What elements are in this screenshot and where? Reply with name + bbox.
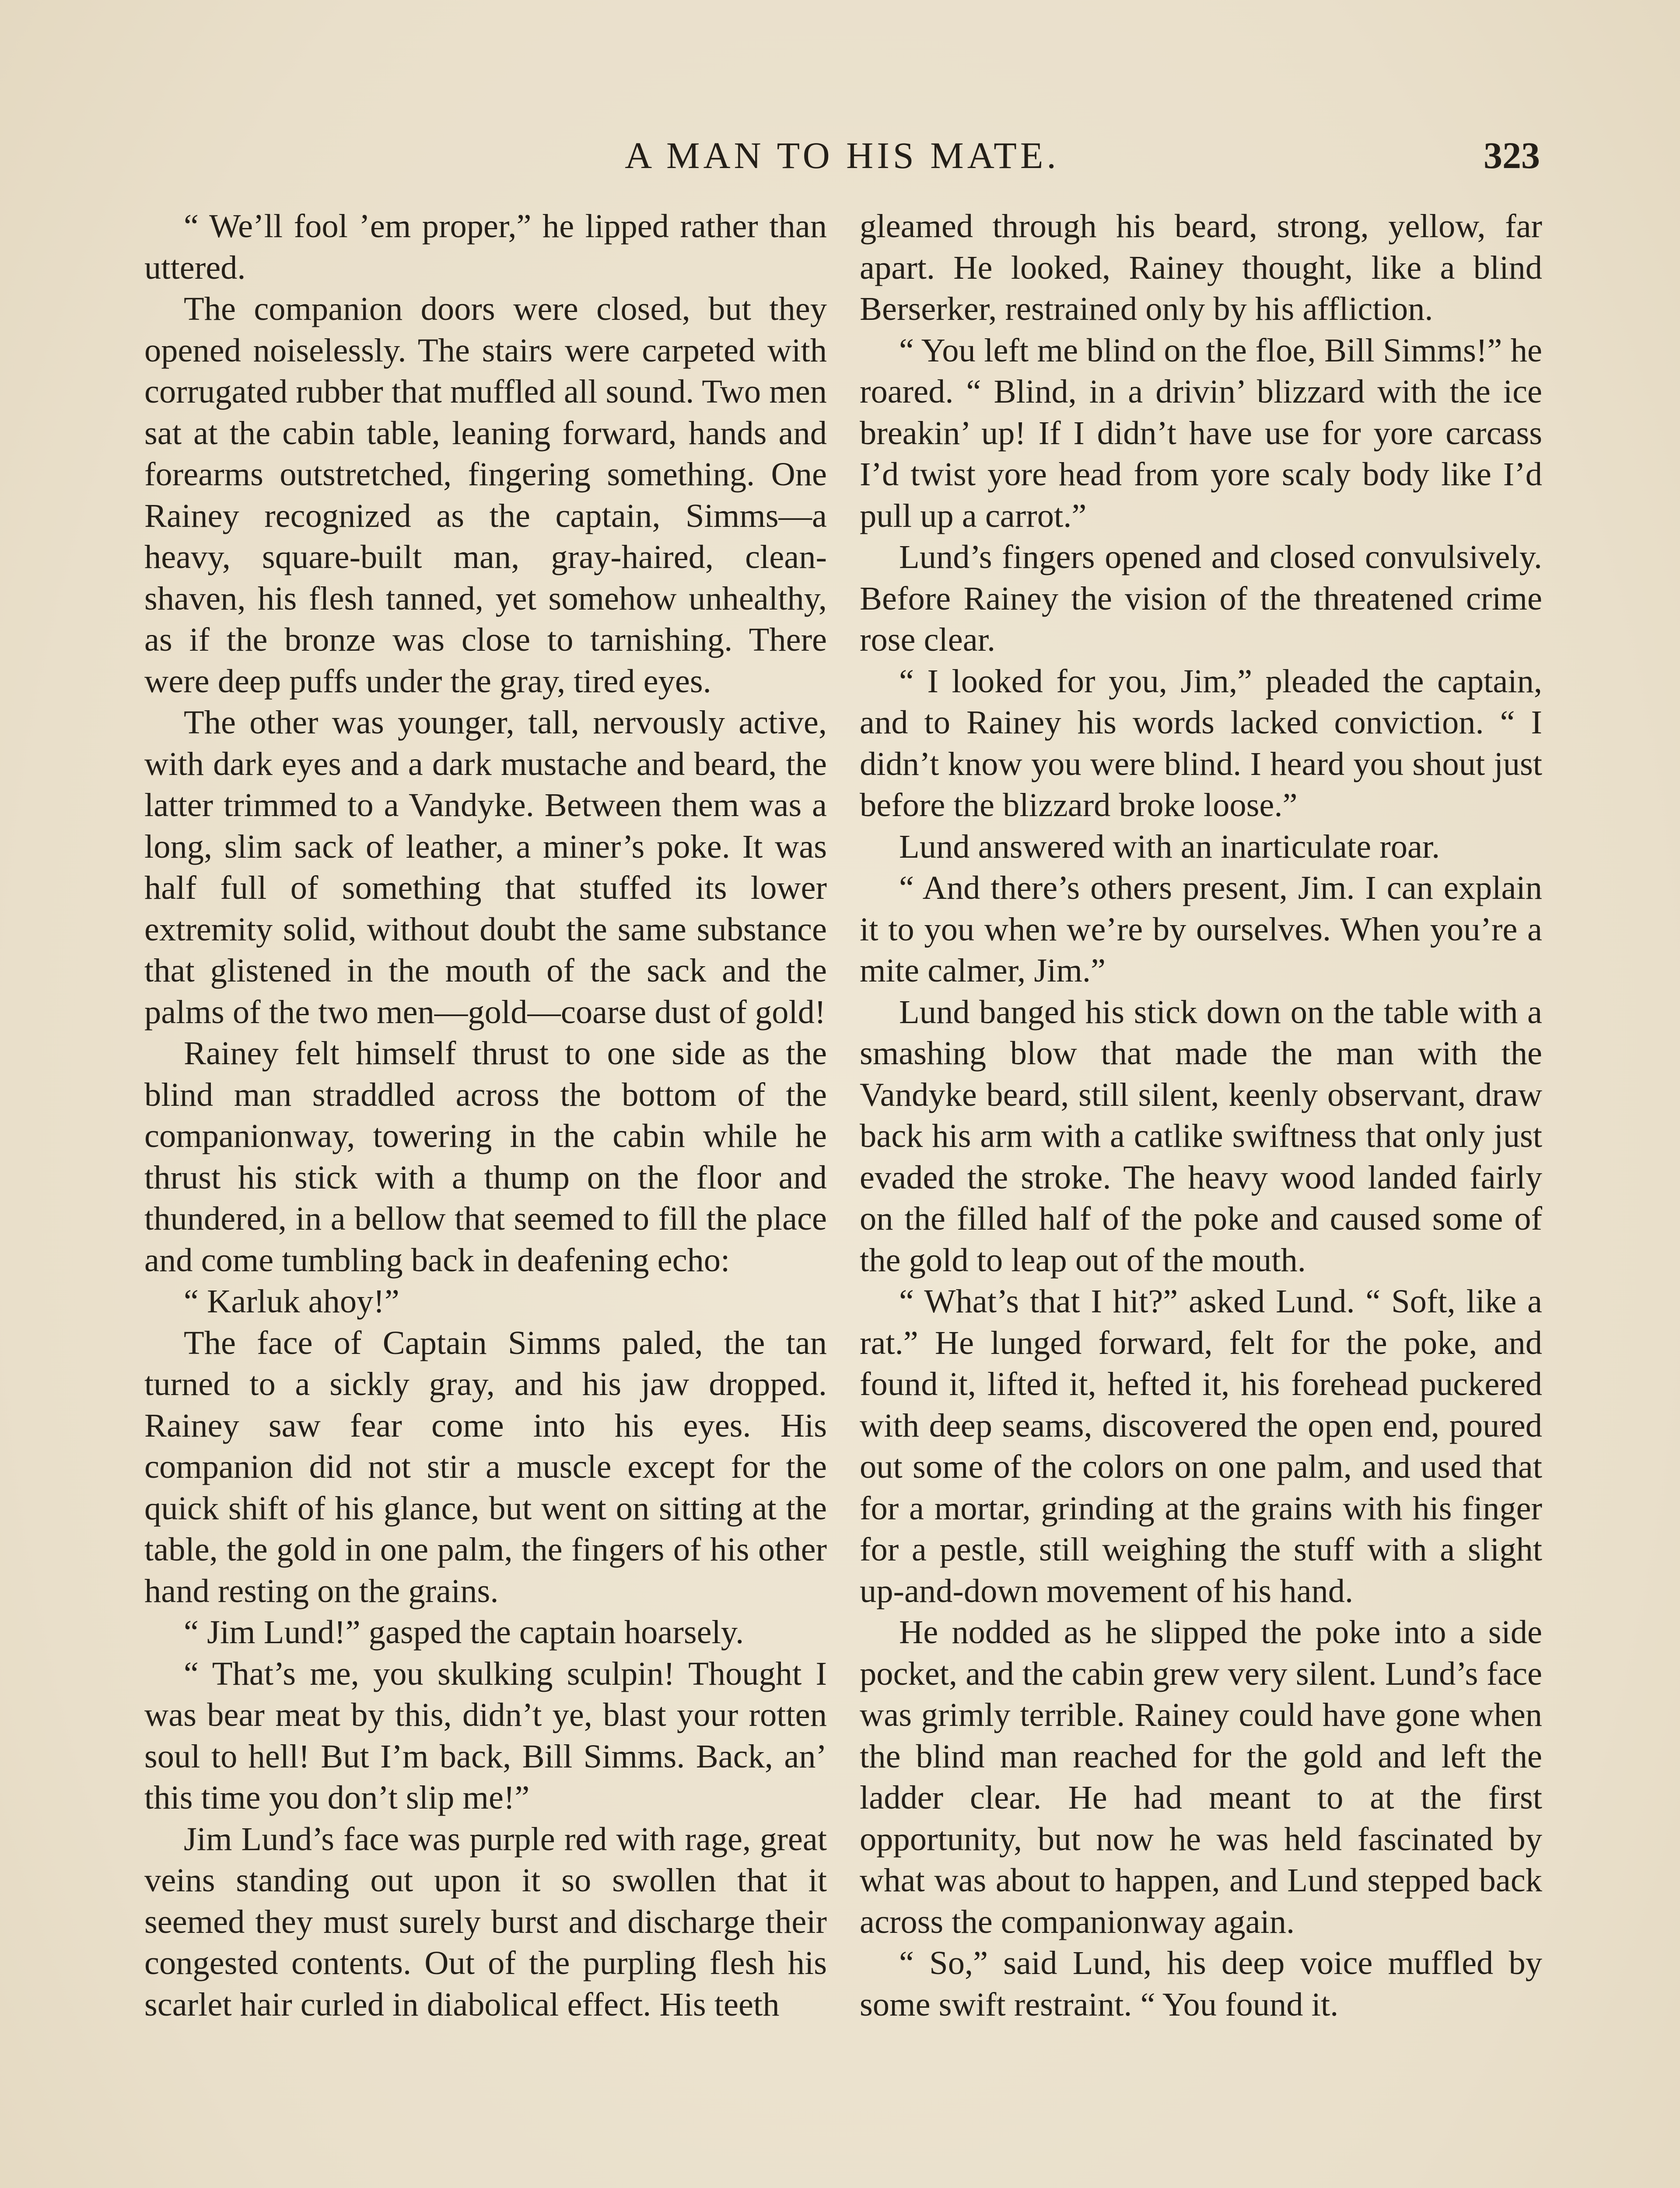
paragraph: “ We’ll fool ’em proper,” he lipped rather than uttered. bbox=[144, 207, 827, 286]
page-header bbox=[144, 131, 1540, 188]
paragraph: “ So,” said Lund, his deep voice muffled by some swift restraint. “ You found it. bbox=[860, 1944, 1542, 2023]
paragraph: Lund banged his stick down on the table with a smashing blow that made the man with the Vandyke beard, still silent, keenly observant, draw back his arm with a catlike swiftness that only just evaded the stroke. The heavy wood landed fairly on the filled half of the poke and caused some of the gold to leap out of the mouth. bbox=[860, 993, 1542, 1279]
paragraph: Jim Lund’s face was purple red with rage, great veins standing out upon it so swollen that it seemed they must surely burst and discharge their congested contents. Out of the purpling flesh his scarlet hair curled in diabolical effect. His teeth bbox=[144, 1820, 827, 2023]
page-number: 323 bbox=[1484, 134, 1540, 176]
paragraph: “ That’s me, you skulking sculpin! Thought I was bear meat by this, didn’t ye, blast your rotten soul to hell! But I’m back, Bill Simms. Back, an’ this time you don’t slip me!” bbox=[144, 1655, 827, 1816]
running-title: A MAN TO HIS MATE. bbox=[625, 134, 1060, 176]
paragraph: Lund’s fingers opened and closed convulsively. Before Rainey the vision of the threatened crime rose clear. bbox=[860, 538, 1542, 658]
paragraph: He nodded as he slipped the poke into a side pocket, and the cabin grew very silent. Lund’s face was grimly terrible. Rainey could have gone when the blind man reached for the gold and left the ladder clear. He had meant to at the first opportunity, but now he was held fascinated by what was about to happen, and Lund stepped back across the companionway again. bbox=[860, 1613, 1542, 1940]
paragraph: The other was younger, tall, nervously active, with dark eyes and a dark mustache and beard, the latter trimmed to a Vandyke. Between them was a long, slim sack of leather, a miner’s poke. It was half full of something that stuffed its lower extremity solid, without doubt the same substance that glistened in the mouth of the sack and the palms of the two men—gold—coarse dust of gold! bbox=[144, 704, 827, 1031]
paragraph: The face of Captain Simms paled, the tan turned to a sickly gray, and his jaw dropped. Rainey saw fear come into his eyes. His companion did not stir a muscle except for the quick shift of his glance, but went on sitting at the table, the gold in one palm, the fingers of his other hand resting on the grains. bbox=[144, 1324, 827, 1609]
paragraph: “ What’s that I hit?” asked Lund. “ Soft, like a rat.” He lunged forward, felt for the poke, and found it, lifted it, hefted it, his forehead puckered with deep seams, discovered the open end, poured out some of the colors on one palm, and used that for a mortar, grinding at the grains with his finger for a pestle, still weighing the stuff with a slight up-and-down movement of his hand. bbox=[860, 1283, 1542, 1609]
paragraph: “ Jim Lund!” gasped the captain hoarsely. bbox=[184, 1613, 744, 1651]
paragraph: “ I looked for you, Jim,” pleaded the captain, and to Rainey his words lacked conviction. “ I didn’t know you were blind. I heard you shout just before the blizzard broke loose.” bbox=[860, 662, 1542, 824]
right-column bbox=[860, 206, 1542, 2188]
paragraph: “ You left me blind on the floe, Bill Simms!” he roared. “ Blind, in a drivin’ blizzard with the ice breakin’ up! If I didn’t have use for yore carcass I’d twist yore head from yore scaly body like I’d pull up a carrot.” bbox=[860, 331, 1542, 534]
paragraph: “ And there’s others present, Jim. I can explain it to you when we’re by ourselves. When you’re a mite calmer, Jim.” bbox=[860, 869, 1542, 989]
paragraph-continued: gleamed through his beard, strong, yellow, far apart. He looked, Rainey thought, like a blind Berserker, restrained only by his affliction. bbox=[860, 207, 1542, 327]
paragraph: Lund answered with an inarticulate roar. bbox=[899, 828, 1440, 865]
paragraph: The companion doors were closed, but they opened noiselessly. The stairs were carpeted with corrugated rubber that muffled all sound. Two men sat at the cabin table, leaning forward, hands and forearms outstretched, fingering something. One Rainey recognized as the captain, Simms—a heavy, square-built man, gray-haired, clean-shaven, his flesh tanned, yet somehow unhealthy, as if the bronze was close to tarnishing. There were deep puffs under the gray, tired eyes. bbox=[144, 290, 827, 700]
left-column bbox=[144, 206, 827, 2188]
paragraph: Rainey felt himself thrust to one side as the blind man straddled across the bottom of the companionway, towering in the cabin while he thrust his stick with a thump on the floor and thundered, in a bellow that seemed to fill the place and come tumbling back in deafening echo: bbox=[144, 1034, 827, 1279]
paragraph: “ Karluk ahoy!” bbox=[184, 1283, 399, 1320]
